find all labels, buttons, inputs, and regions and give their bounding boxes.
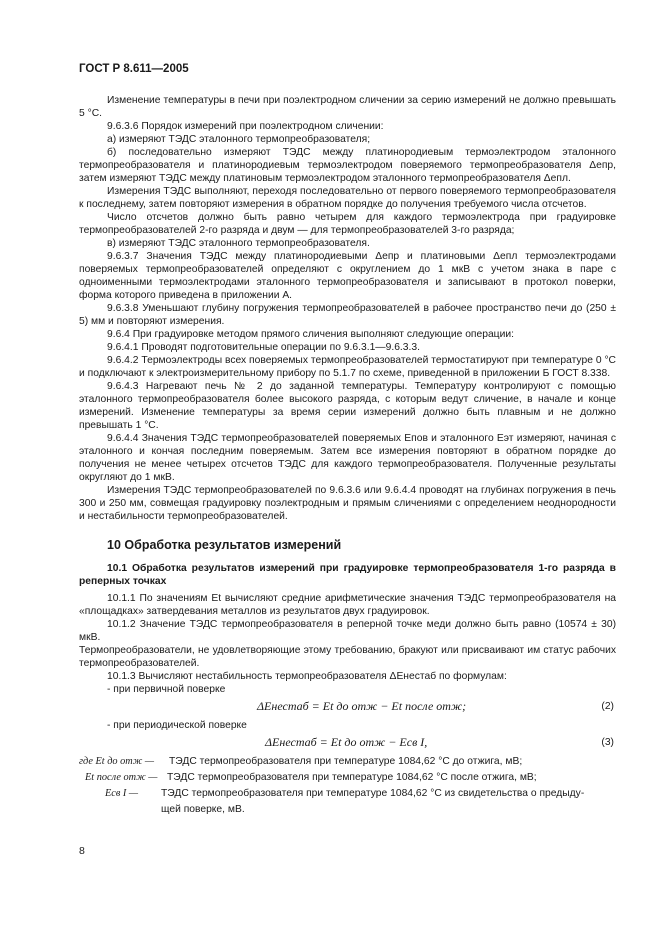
paragraph: Измерения ТЭДС термопреобразователей по 9.6.3.6 или 9.6.4.4 проводят на глубинах погружения в печь 300 и 250 мм, совмещая градуировку поэлектродным и прямым сличениями с определением неоднородности и нестабильности термопреобразователей. <box>79 485 616 522</box>
paragraph: 9.6.3.8 Уменьшают глубину погружения термопреобразователей в рабочее пространство печи до (250 ± 5) мм и повторяют измерения. <box>79 303 616 327</box>
paragraph: Число отсчетов должно быть равно четырем для каждого термоэлектрода при градуировке термопреобразователей 2-го разряда и двум — для термопреобразователей 3-го разряда; <box>79 212 616 236</box>
where-item <box>79 803 616 816</box>
paragraph: б) последовательно измеряют ТЭДС между платинородиевым термоэлектродом эталонного термопреобразователя и платинородиевым термоэлектродом поверяемого термопреобразователя Δeпр, затем измеряют ТЭДС между платиновым термоэлектродом эталонного термопреобразователя Δeпл. <box>79 147 616 184</box>
paragraph: - при первичной поверке <box>107 684 226 695</box>
where-symbol: Eсв I — <box>105 788 139 799</box>
paragraph: 9.6.4.4 Значения ТЭДС термопреобразователей поверяемых Eпов и эталонного Eэт измеряют, начиная с эталонного и кончая последним поверяемым. Затем все измерения повторяют в обратном порядке до получения не менее четырех отсчетов ТЭДС для каждого термопреобразователя. Полученные результаты округляют до 1 мкВ. <box>79 433 616 483</box>
paragraph-block-top <box>79 94 616 523</box>
formula-3 <box>79 732 616 755</box>
paragraph-block-mid <box>79 592 616 696</box>
paragraph: 9.6.4.3 Нагревают печь № 2 до заданной температуры. Температуру контролируют с помощью эталонного термопреобразователя более высокого разряда, с которым ведут сличение, в начале и конце измерений. Изменение температуры за время серии измерений должно быть плавным и не должно превышать 1 °С. <box>79 381 616 431</box>
paragraph: 10.1.3 Вычисляют нестабильность термопреобразователя ΔEнестаб по формулам: <box>107 671 507 682</box>
where-symbol: Et после отж — <box>85 772 158 783</box>
where-text: ТЭДС термопреобразователя при температуре 1084,62 °С до отжига, мВ; <box>169 756 523 767</box>
paragraph: 9.6.4.1 Проводят подготовительные операции по 9.6.3.1—9.6.3.3. <box>107 342 420 353</box>
formula-2 <box>79 696 616 719</box>
paragraph: а) измеряют ТЭДС эталонного термопреобразователя; <box>107 134 371 145</box>
paragraph: 10.1.2 Значение ТЭДС термопреобразователя в реперной точке меди должно быть равно (10574 ± 30) мкВ. <box>79 619 616 643</box>
formula-2-expression: ΔEнестаб = Et до отж − Et после отж; <box>257 699 467 713</box>
formula-3-number: (3) <box>601 737 614 748</box>
where-definitions <box>79 755 616 816</box>
where-item <box>79 787 616 803</box>
where-text: щей поверке, мВ. <box>161 804 245 815</box>
where-item <box>79 755 616 771</box>
paragraph: Изменение температуры в печи при поэлектродном сличении за серию измерений не должно превышать 5 °С. <box>79 95 616 119</box>
formula-2-number: (2) <box>601 701 614 712</box>
paragraph: Измерения ТЭДС выполняют, переходя последовательно от первого поверяемого термопреобразователя к последнему, затем повторяют измерения в обратном порядке до получения требуемого числа отсчетов. <box>79 186 616 210</box>
periodic-label: - при периодической поверке <box>107 720 247 731</box>
where-item <box>79 771 616 787</box>
where-text: ТЭДС термопреобразователя при температуре 1084,62 °С после отжига, мВ; <box>167 772 537 783</box>
paragraph: Термопреобразователи, не удовлетворяющие этому требованию, бракуют или присваивают им статус рабочих термопреобразователей. <box>79 645 616 669</box>
paragraph: 9.6.3.6 Порядок измерений при поэлектродном сличении: <box>107 121 384 132</box>
paragraph: 9.6.4.2 Термоэлектроды всех поверяемых термопреобразователей термостатируют при температуре 0 °С и подключают к электроизмерительному прибору по 5.1.7 по схеме, приведенной в приложении Б ГОСТ 8.338. <box>79 355 616 379</box>
where-text: ТЭДС термопреобразователя при температуре 1084,62 °С из свидетельства о предыду- <box>161 788 585 799</box>
document-header: ГОСТ Р 8.611—2005 <box>79 63 189 75</box>
where-symbol: где Et до отж — <box>79 756 155 767</box>
section-title: 10 Обработка результатов измерений <box>107 538 342 552</box>
formula-3-expression: ΔEнестаб = Et до отж − Eсв I, <box>265 735 428 749</box>
page-content <box>79 94 616 816</box>
paragraph: 10.1.1 По значениям Et вычисляют средние арифметические значения ТЭДС термопреобразователя на «площадках» затвердевания металлов из результатов двух градуировок. <box>79 593 616 617</box>
page-number: 8 <box>79 845 85 857</box>
paragraph: 9.6.4 При градуировке методом прямого сличения выполняют следующие операции: <box>107 329 514 340</box>
subsection-title: 10.1 Обработка результатов измерений при градуировке термопреобразователя 1-го разряда в реперных точках <box>79 563 616 587</box>
paragraph: в) измеряют ТЭДС эталонного термопреобразователя. <box>107 238 370 249</box>
paragraph: 9.6.3.7 Значения ТЭДС между платинородиевыми Δeпр и платиновыми Δeпл термоэлектродами поверяемых термопреобразователей определяют с округлением до 1 мкВ с учетом знака в паре с одноименными термоэлектродами эталонного термопреобразователя и записывают в протокол поверки, форма которого приведена в приложении А. <box>79 251 616 301</box>
